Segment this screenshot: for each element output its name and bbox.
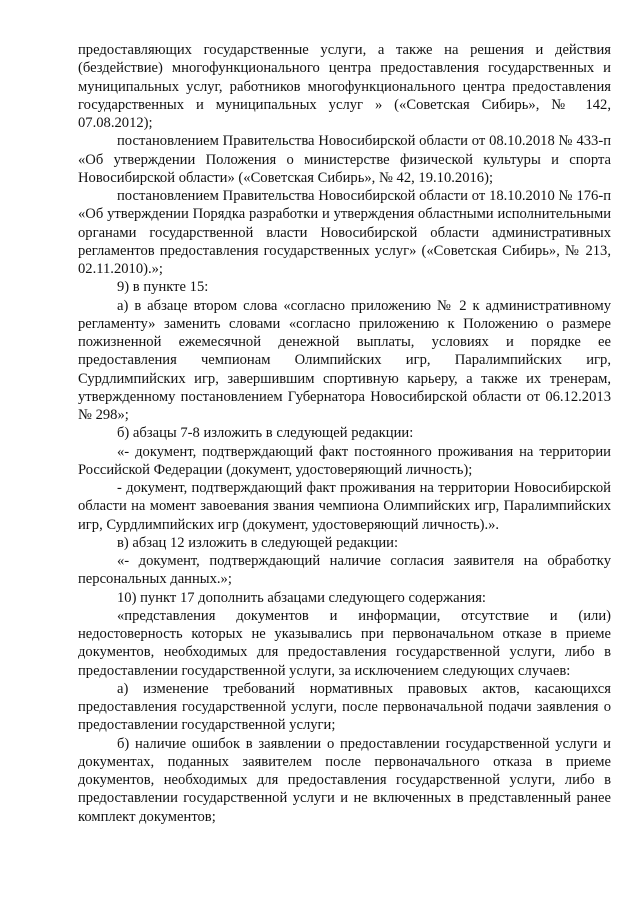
paragraph-item-9v: в) абзац 12 изложить в следующей редакции: — [117, 534, 399, 551]
paragraph-case-a: а) изменение требований нормативных правовых актов, касающихся предоставления государственной услуги, после первоначальной подачи заявления о предоставлении государственной услуги; — [78, 680, 611, 734]
paragraph-decree-176p: постановлением Правительства Новосибирской области от 18.10.2010 № 176-п «Об утверждении Порядка разработки и утверждения областными исполнительными органами государственной власти Новосибирской области административных регламентов предоставления государственных услуг» («Советская Сибирь», № 213, 02.11.2010).»; — [78, 188, 611, 277]
paragraph-representation: «представления документов и информации, отсутствие и (или) недостоверность которых не указывались при первоначальном отказе в приеме документов, необходимых для предоставления государственной услуги, либо в предоставлении государственной услуги, за исключением следующих случаев: — [78, 607, 611, 679]
paragraph-document-consent: «- документ, подтверждающий наличие согласия заявителя на обработку персональных данных.»; — [78, 553, 611, 588]
paragraph-document-novosibirsk: - документ, подтверждающий факт проживания на территории Новосибирской области на момент завоевания звания чемпиона Олимпийских игр, Паралимпийских игр, Сурдлимпийских игр (документ, удостоверяющий личность).». — [78, 480, 611, 533]
paragraph-document-residence: «- документ, подтверждающий факт постоянного проживания на территории Российской Федерации (документ, удостоверяющий личность); — [78, 443, 611, 478]
paragraph-item-10: 10) пункт 17 дополнить абзацами следующего содержания: — [117, 589, 486, 606]
paragraph-case-b: б) наличие ошибок в заявлении о предоставлении государственной услуги и документах, поданных заявителем после первоначального отказа в приеме документов, необходимых для предоставления государственной услуги, либо в предоставлении государственной услуги и не включенных в представленный ранее комплект документов; — [78, 735, 611, 825]
paragraph-item-9: 9) в пункте 15: — [117, 279, 209, 296]
paragraph-item-9a: а) в абзаце втором слова «согласно приложению № 2 к административному регламенту» заменить словами «согласно приложению к Положению о размере пожизненной ежемесячной денежной выплаты, условиях и порядке ее предоставления чемпионам Олимпийских игр, Паралимпийских игр, Сурдлимпийских игр, завершившим спортивную карьеру, а также их тренерам, утвержденному постановлением Губернатора Новосибирской области от 06.12.2013 № 298»; — [78, 297, 611, 423]
paragraph-item-9b: б) абзацы 7-8 изложить в следующей редакции: — [117, 425, 414, 442]
paragraph-decree-433p: постановлением Правительства Новосибирской области от 08.10.2018 № 433-п «Об утверждении Положения о министерстве физической культуры и спорта Новосибирской области» («Советская Сибирь», № 42, 19.10.2016); — [78, 133, 611, 186]
paragraph-continuation: предоставляющих государственные услуги, а также на решения и действия (бездействие) многофункционального центра предоставления государственных и муниципальных услуг, работников многофункционального центра предоставления государственных и муниципальных услуг » («Советская Сибирь», № 142, 07.08.2012); — [78, 42, 611, 131]
